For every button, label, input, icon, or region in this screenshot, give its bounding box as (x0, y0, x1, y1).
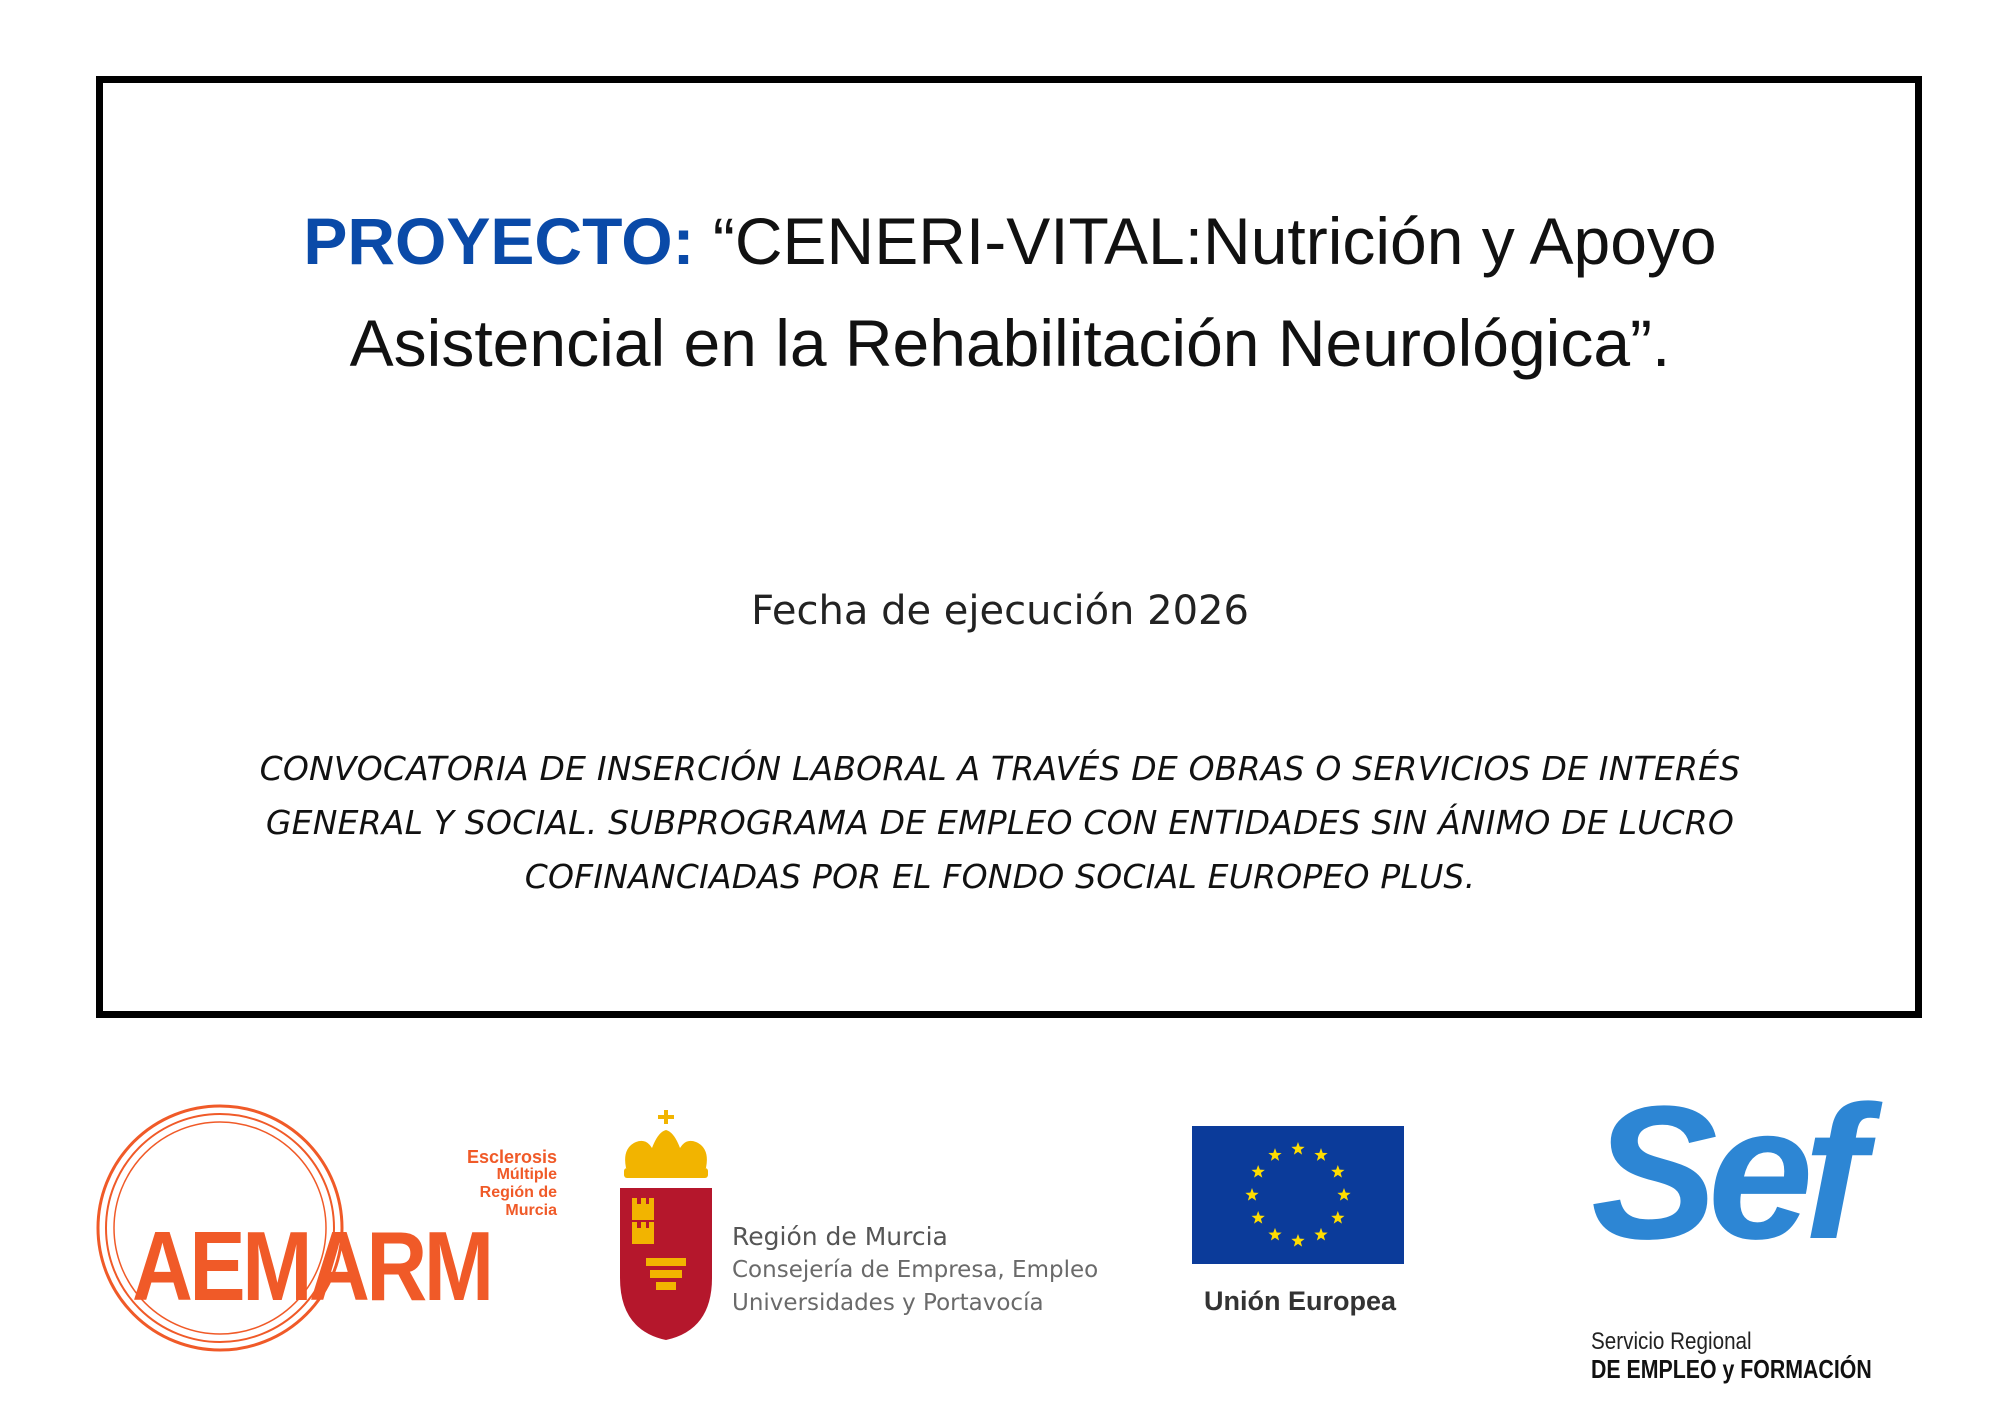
aemarm-subtitle-2: Múltiple (496, 1166, 557, 1183)
sef-logo (1585, 1067, 1915, 1396)
call-line-2: GENERAL Y SOCIAL. SUBPROGRAMA DE EMPLEO CON ENTIDADES SIN ÁNIMO DE LUCRO (265, 803, 1735, 842)
eu-stars (1192, 1126, 1404, 1264)
eu-star-icon (1337, 1188, 1350, 1201)
eu-star-icon (1252, 1165, 1265, 1178)
sef-wordmark: Sef (1591, 1067, 1857, 1279)
eu-star-icon (1268, 1148, 1281, 1161)
eu-star-icon (1314, 1148, 1327, 1161)
aemarm-subtitle-1: Esclerosis (466, 1147, 557, 1167)
murcia-department-2: Universidades y Portavocía (732, 1290, 1044, 1316)
aemarm-subtitle-4: Murcia (505, 1202, 557, 1219)
project-label: PROYECTO: (303, 204, 695, 278)
call-line-1: CONVOCATORIA DE INSERCIÓN LABORAL A TRAVÉS DE OBRAS O SERVICIOS DE INTERÉS (259, 749, 1741, 788)
eu-star-icon (1291, 1142, 1304, 1155)
eu-caption: Unión Europea (1203, 1286, 1396, 1316)
project-title-line1: “CENERI-VITAL:Nutrición y Apoyo (712, 204, 1717, 278)
execution-date-text: Fecha de ejecución 2026 (751, 588, 1249, 634)
aemarm-logo (92, 1100, 557, 1360)
sponsor-logos (0, 1060, 2000, 1384)
murcia-region-name: Región de Murcia (732, 1222, 948, 1251)
sef-line-2: DE EMPLEO y FORMACIÓN (1591, 1354, 1872, 1384)
call-text (200, 742, 1800, 904)
project-title-line2: Asistencial en la Rehabilitación Neurológica”. (349, 306, 1671, 380)
eu-logo (1192, 1126, 1412, 1326)
eu-star-icon (1252, 1211, 1265, 1224)
aemarm-name: AEMARM (132, 1211, 491, 1321)
region-murcia-logo (612, 1108, 1132, 1368)
eu-star-icon (1291, 1234, 1304, 1247)
call-line-3: COFINANCIADAS POR EL FONDO SOCIAL EUROPEO PLUS. (524, 857, 1476, 896)
project-title (150, 190, 1870, 394)
sef-line-1: Servicio Regional (1591, 1328, 1752, 1355)
murcia-shield-icon (612, 1108, 722, 1348)
eu-star-icon (1268, 1228, 1281, 1241)
murcia-texts (732, 1220, 1098, 1320)
eu-star-icon (1245, 1188, 1258, 1201)
eu-star-icon (1331, 1165, 1344, 1178)
eu-star-icon (1331, 1211, 1344, 1224)
eu-flag-icon (1192, 1126, 1404, 1264)
execution-date (0, 588, 2000, 634)
aemarm-subtitle-3: Región de (479, 1184, 557, 1201)
murcia-department-1: Consejería de Empresa, Empleo (732, 1257, 1099, 1283)
eu-star-icon (1314, 1228, 1327, 1241)
